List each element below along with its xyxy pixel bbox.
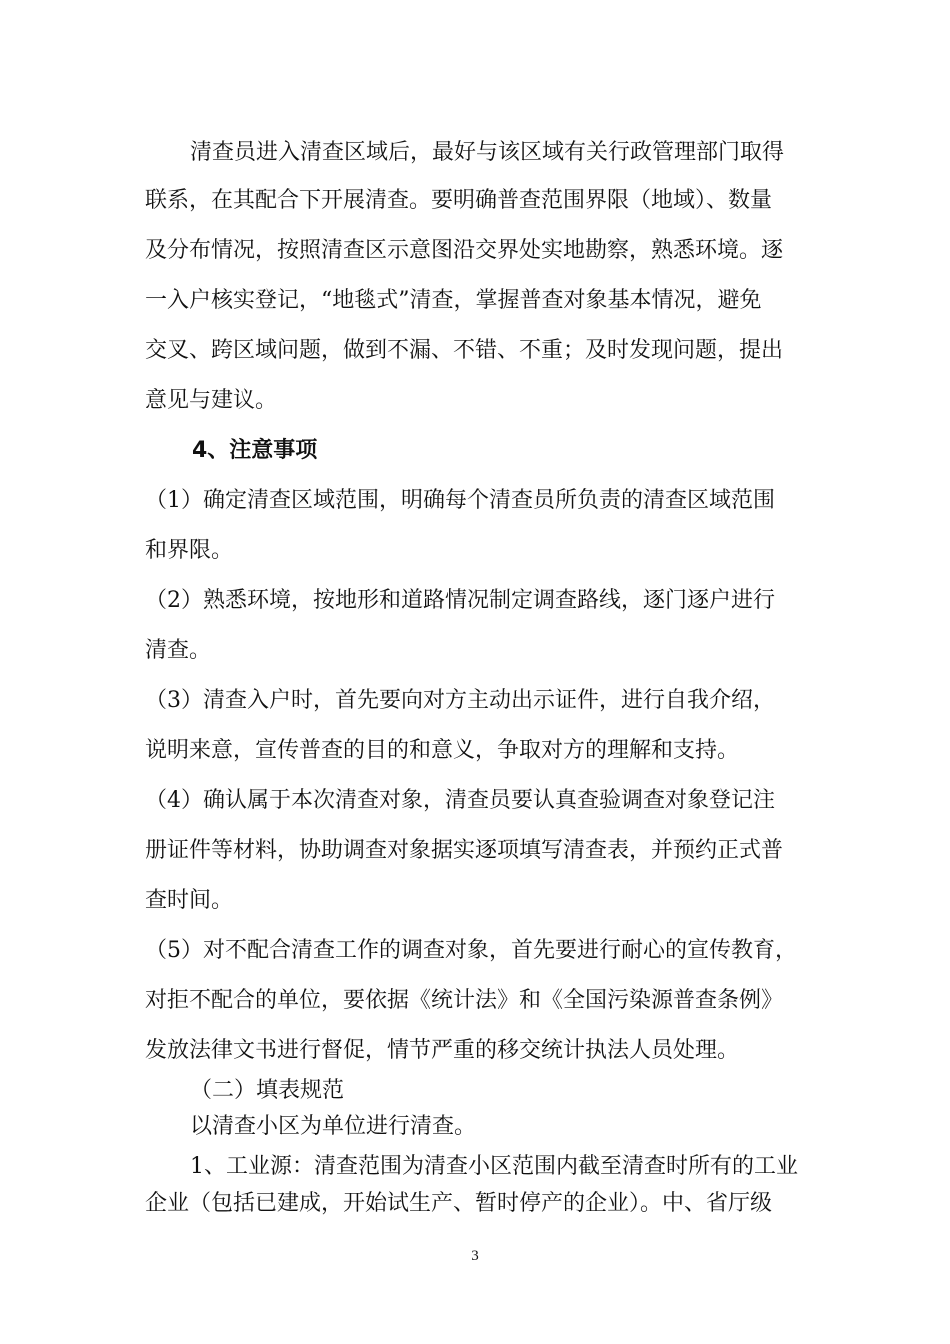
paragraph-line: 清查员进入清查区域后，最好与该区域有关行政管理部门取得 [190,140,785,165]
list-item-line: （4）确认属于本次清查对象，清查员要认真查验调查对象登记注 [145,788,775,813]
list-item-line: 说明来意，宣传普查的目的和意义，争取对方的理解和支持。 [145,738,740,763]
list-item-line: 册证件等材料，协助调查对象据实逐项填写清查表，并预约正式普 [145,838,784,863]
list-item-line: （3）清查入户时，首先要向对方主动出示证件，进行自我介绍， [145,688,775,713]
list-item-line: （5）对不配合清查工作的调查对象，首先要进行耐心的宣传教育， [145,938,797,963]
list-item-line: 对拒不配合的单位，要依据《统计法》和《全国污染源普查条例》 [145,988,784,1013]
paragraph-line: 企业（包括已建成，开始试生产、暂时停产的企业）。中、省厅级 [145,1191,773,1216]
paragraph-line: 意见与建议。 [145,388,278,413]
list-item-line: 清查。 [145,638,212,663]
paragraph-line: 一入户核实登记，“地毯式”清查，掌握普查对象基本情况，避免 [145,288,762,313]
paragraph-line: 以清查小区为单位进行清查。 [190,1114,477,1139]
paragraph-line: 及分布情况，按照清查区示意图沿交界处实地勘察，熟悉环境。逐 [145,238,784,263]
list-item-line: 和界限。 [145,538,234,563]
subsection-heading: （二）填表规范 [190,1078,345,1103]
paragraph-line: 1、工业源：清查范围为清查小区范围内截至清查时所有的工业 [190,1154,798,1179]
list-item-line: 发放法律文书进行督促，情节严重的移交统计执法人员处理。 [145,1038,740,1063]
paragraph-line: 交叉、跨区域问题，做到不漏、不错、不重；及时发现问题，提出 [145,338,784,363]
section-heading: 4、注意事项 [192,438,318,463]
page-number: 3 [471,1248,479,1264]
list-item-line: （2）熟悉环境，按地形和道路情况制定调查路线，逐门逐户进行 [145,588,775,613]
paragraph-line: 联系，在其配合下开展清查。要明确普查范围界限（地域）、数量 [145,188,773,213]
list-item-line: （1）确定清查区域范围，明确每个清查员所负责的清查区域范围 [145,488,775,513]
list-item-line: 查时间。 [145,888,234,913]
